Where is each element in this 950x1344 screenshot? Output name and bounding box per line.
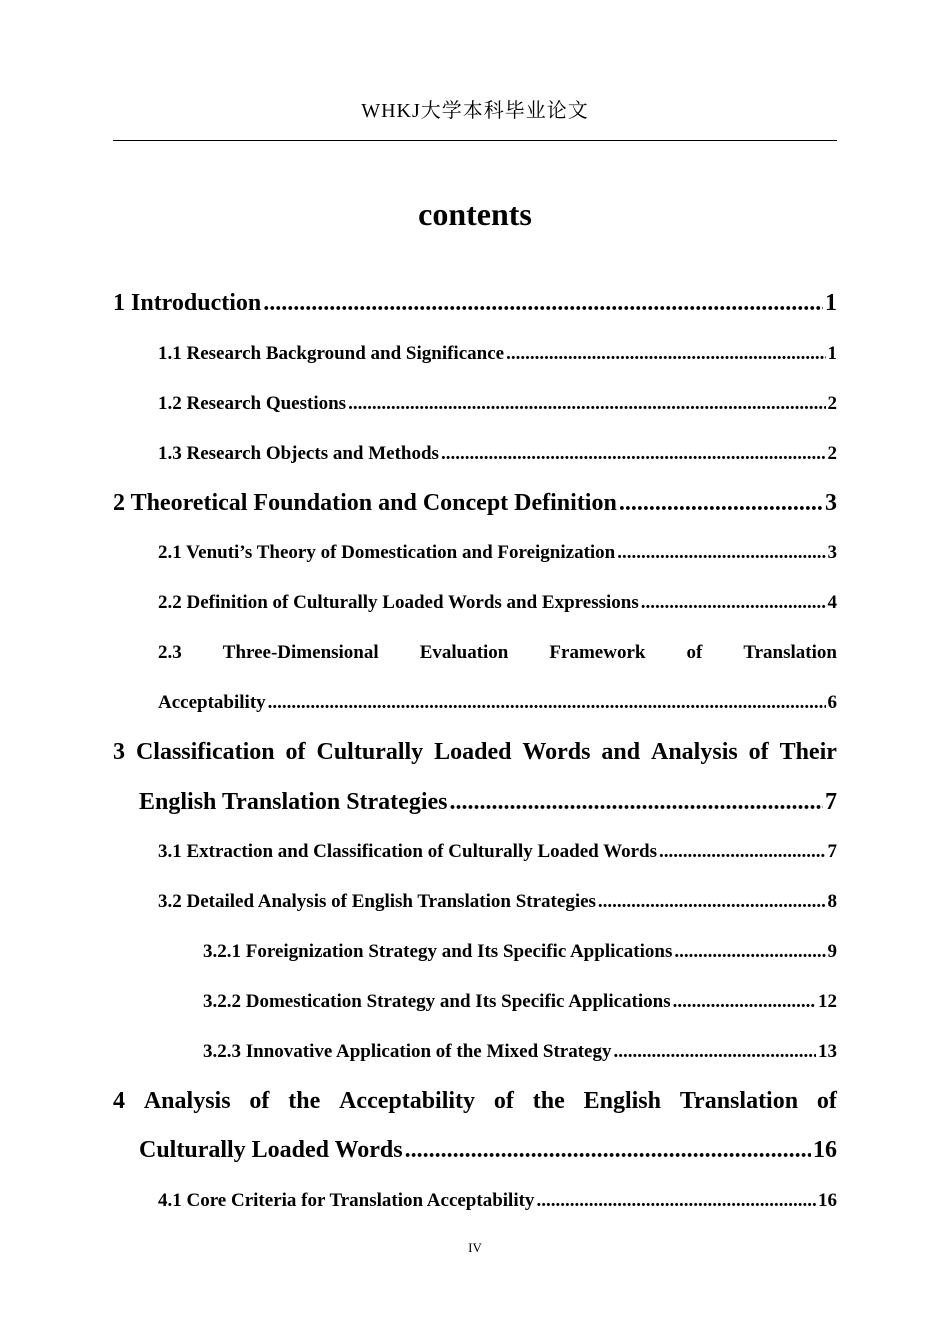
toc-entry-4-line2[interactable]: [139, 1137, 837, 1164]
toc-word: of: [493, 1088, 514, 1114]
dot-leader: [614, 1041, 817, 1063]
toc-entry-3-2-1[interactable]: [203, 941, 837, 963]
dot-leader: [348, 393, 825, 415]
toc-word: Acceptability: [339, 1088, 476, 1114]
toc-word: 2.3: [158, 642, 182, 663]
toc-entry-3-line2[interactable]: [139, 789, 837, 816]
toc-entry-label: English Translation Strategies: [139, 789, 448, 815]
toc-entry-label: 2 Theoretical Foundation and Concept Definition: [113, 490, 617, 516]
toc-entry-3-line1[interactable]: [113, 739, 837, 766]
toc-word: of: [249, 1088, 270, 1114]
toc-entry-page: 6: [827, 692, 837, 713]
toc-word: Classification: [135, 739, 275, 765]
running-header: WHKJ大学本科毕业论文: [361, 100, 589, 122]
toc-entry-label: 3.2.3 Innovative Application of the Mixed Strategy: [203, 1041, 612, 1062]
dot-leader: [674, 941, 825, 963]
dot-leader: [441, 443, 826, 465]
toc-word: Framework: [549, 642, 646, 663]
toc-word: Words: [522, 739, 591, 765]
toc-entry-label: 1.2 Research Questions: [158, 393, 347, 414]
toc-entry-2-1[interactable]: [158, 542, 837, 564]
toc-entry-1-3[interactable]: [158, 443, 837, 465]
toc-entry-3-1[interactable]: [158, 841, 837, 863]
toc-entry-page: 16: [813, 1137, 837, 1163]
toc-word: Loaded: [434, 739, 512, 765]
toc-entry-page: 3: [825, 490, 837, 516]
toc-word: Culturally: [316, 739, 424, 765]
toc-entry-page: 12: [818, 991, 837, 1012]
toc-entry-label: 2.1 Venuti’s Theory of Domestication and Foreignization: [158, 542, 616, 563]
toc-entry-1[interactable]: [113, 290, 837, 317]
toc-entry-label: 4.1 Core Criteria for Translation Acceptability: [158, 1190, 535, 1211]
toc-word: Translation: [743, 642, 837, 663]
toc-entry-page: 16: [818, 1190, 837, 1211]
toc-word: Three-Dimensional: [222, 642, 379, 663]
toc-entry-1-2[interactable]: [158, 393, 837, 415]
toc-entry-3-2-3[interactable]: [203, 1041, 837, 1063]
toc-word: Evaluation: [419, 642, 509, 663]
toc-entry-3-2[interactable]: [158, 891, 837, 913]
toc-entry-2-3-line2[interactable]: [158, 692, 837, 714]
toc-title: contents: [418, 196, 532, 232]
dot-leader: [617, 542, 825, 564]
toc-entry-label: 3.2 Detailed Analysis of English Translation Strategies: [158, 891, 596, 912]
dot-leader: [619, 490, 823, 517]
toc-entry-1-1[interactable]: [158, 343, 837, 365]
toc-word: English: [583, 1088, 661, 1114]
toc-entry-page: 2: [827, 443, 837, 464]
dot-leader: [659, 841, 826, 863]
toc-word: 4: [113, 1088, 125, 1114]
toc-entry-2[interactable]: [113, 490, 837, 517]
toc-entry-label: 3.2.1 Foreignization Strategy and Its Specific Applications: [203, 941, 673, 962]
toc-entry-page: 7: [825, 789, 837, 815]
toc-entry-3-2-2[interactable]: [203, 991, 837, 1013]
dot-leader: [641, 592, 826, 614]
toc-entry-label: 1.1 Research Background and Significance: [158, 343, 505, 364]
toc-word: Analysis: [143, 1088, 231, 1114]
toc-word: Translation: [679, 1088, 799, 1114]
dot-leader: [268, 692, 826, 714]
toc-entry-label: 3.2.2 Domestication Strategy and Its Specific Applications: [203, 991, 671, 1012]
toc-word: of: [686, 642, 703, 663]
toc-word: 3: [113, 739, 125, 765]
dot-leader: [506, 343, 825, 365]
page-number: IV: [468, 1240, 482, 1255]
toc-entry-label: Culturally Loaded Words: [139, 1137, 403, 1163]
toc-entry-label: 2.2 Definition of Culturally Loaded Words and Expressions: [158, 592, 639, 613]
dot-leader: [598, 891, 826, 913]
toc-entry-4-1[interactable]: [158, 1190, 837, 1212]
toc-entry-page: 8: [827, 891, 837, 912]
toc-entry-page: 4: [827, 592, 837, 613]
dot-leader: [405, 1137, 811, 1164]
toc-entry-page: 9: [827, 941, 837, 962]
toc-word: the: [288, 1088, 321, 1114]
toc-entry-page: 2: [827, 393, 837, 414]
toc-entry-page: 1: [827, 343, 837, 364]
toc-entry-page: 1: [825, 290, 837, 316]
toc-word: of: [748, 739, 769, 765]
toc-word: of: [285, 739, 306, 765]
toc-entry-page: 13: [818, 1041, 837, 1062]
dot-leader: [673, 991, 816, 1013]
toc-entry-4-line1[interactable]: [113, 1088, 837, 1115]
dot-leader: [263, 290, 823, 317]
toc-entry-page: 7: [827, 841, 837, 862]
toc-word: Analysis: [651, 739, 738, 765]
dot-leader: [449, 789, 823, 816]
toc-entry-2-2[interactable]: [158, 592, 837, 614]
toc-word: the: [532, 1088, 565, 1114]
toc-word: of: [816, 1088, 837, 1114]
toc-word: and: [601, 739, 641, 765]
header-rule: [113, 140, 837, 141]
dot-leader: [536, 1190, 816, 1212]
toc-entry-2-3-line1[interactable]: [158, 642, 837, 664]
toc-entry-label: 1.3 Research Objects and Methods: [158, 443, 439, 464]
toc-entry-label: 1 Introduction: [113, 290, 262, 316]
toc-entry-label: 3.1 Extraction and Classification of Culturally Loaded Words: [158, 841, 657, 862]
toc-entry-page: 3: [827, 542, 837, 563]
toc-word: Their: [779, 739, 837, 765]
toc-entry-label: Acceptability: [158, 692, 266, 713]
